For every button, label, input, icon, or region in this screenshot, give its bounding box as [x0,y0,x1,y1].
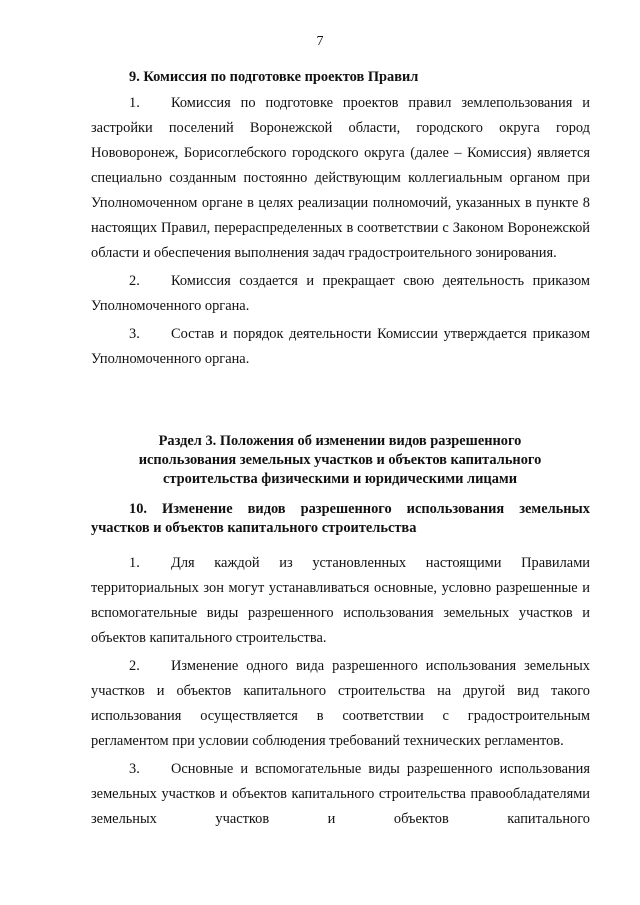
item-number: 2. [129,273,140,289]
item-text: Основные и вспомогательные виды разрешенного использования земельных участков и объектов капитального строительства правообладателями земельных участков и объектов капитального [91,761,590,827]
item-text: Состав и порядок деятельности Комиссии утверждается приказом Уполномоченного органа. [91,326,590,367]
article-10-item-1 [91,551,590,651]
article-9-heading: 9. Комиссия по подготовке проектов Правил [129,69,419,85]
item-text: Комиссия создается и прекращает свою деятельность приказом Уполномоченного органа. [91,273,590,314]
page-number: 7 [316,34,324,49]
item-number: 3. [129,761,140,777]
item-text: Изменение одного вида разрешенного использования земельных участков и объектов капитального строительства на другой вид такого использования осуществляется в соответствии с градостроительным регламентом при условии соблюдения требований технических регламентов. [91,658,590,749]
item-number: 1. [129,95,140,111]
article-10-item-2 [91,654,590,754]
article-10 [91,500,590,832]
item-text: Для каждой из установленных настоящими Правилами территориальных зон могут устанавливаться основные, условно разрешенные и вспомогательные виды разрешенного использования земельных участков и объектов капитального строительства. [91,555,590,646]
item-number: 1. [129,555,140,571]
article-9-item-3 [91,322,590,372]
item-number: 2. [129,658,140,674]
article-9 [91,66,590,372]
item-text: Комиссия по подготовке проектов правил землепользования и застройки поселений Воронежской области, городского округа город Нововоронеж, Борисоглебского городского округа (далее – Комиссия) является специально созданным постоянно действующим коллегиальным органом при Уполномоченном органе в целях реализации полномочий, указанных в пункте 8 настоящих Правил, перераспределенных в соответствии с Законом Воронежской области и обеспечения выполнения задач градостроительного зонирования. [91,95,590,261]
article-9-item-1 [91,91,590,266]
section-3-title: Раздел 3. Положения об изменении видов разрешенного использования земельных участков и объектов капитального строительства физическими и юридическими лицами [138,433,542,487]
item-number: 3. [129,326,140,342]
section-3 [110,432,570,489]
article-10-item-3 [91,757,590,832]
article-9-item-2 [91,269,590,319]
article-10-heading: 10. Изменение видов разрешенного использования земельных участков и объектов капитального строительства [91,501,590,536]
